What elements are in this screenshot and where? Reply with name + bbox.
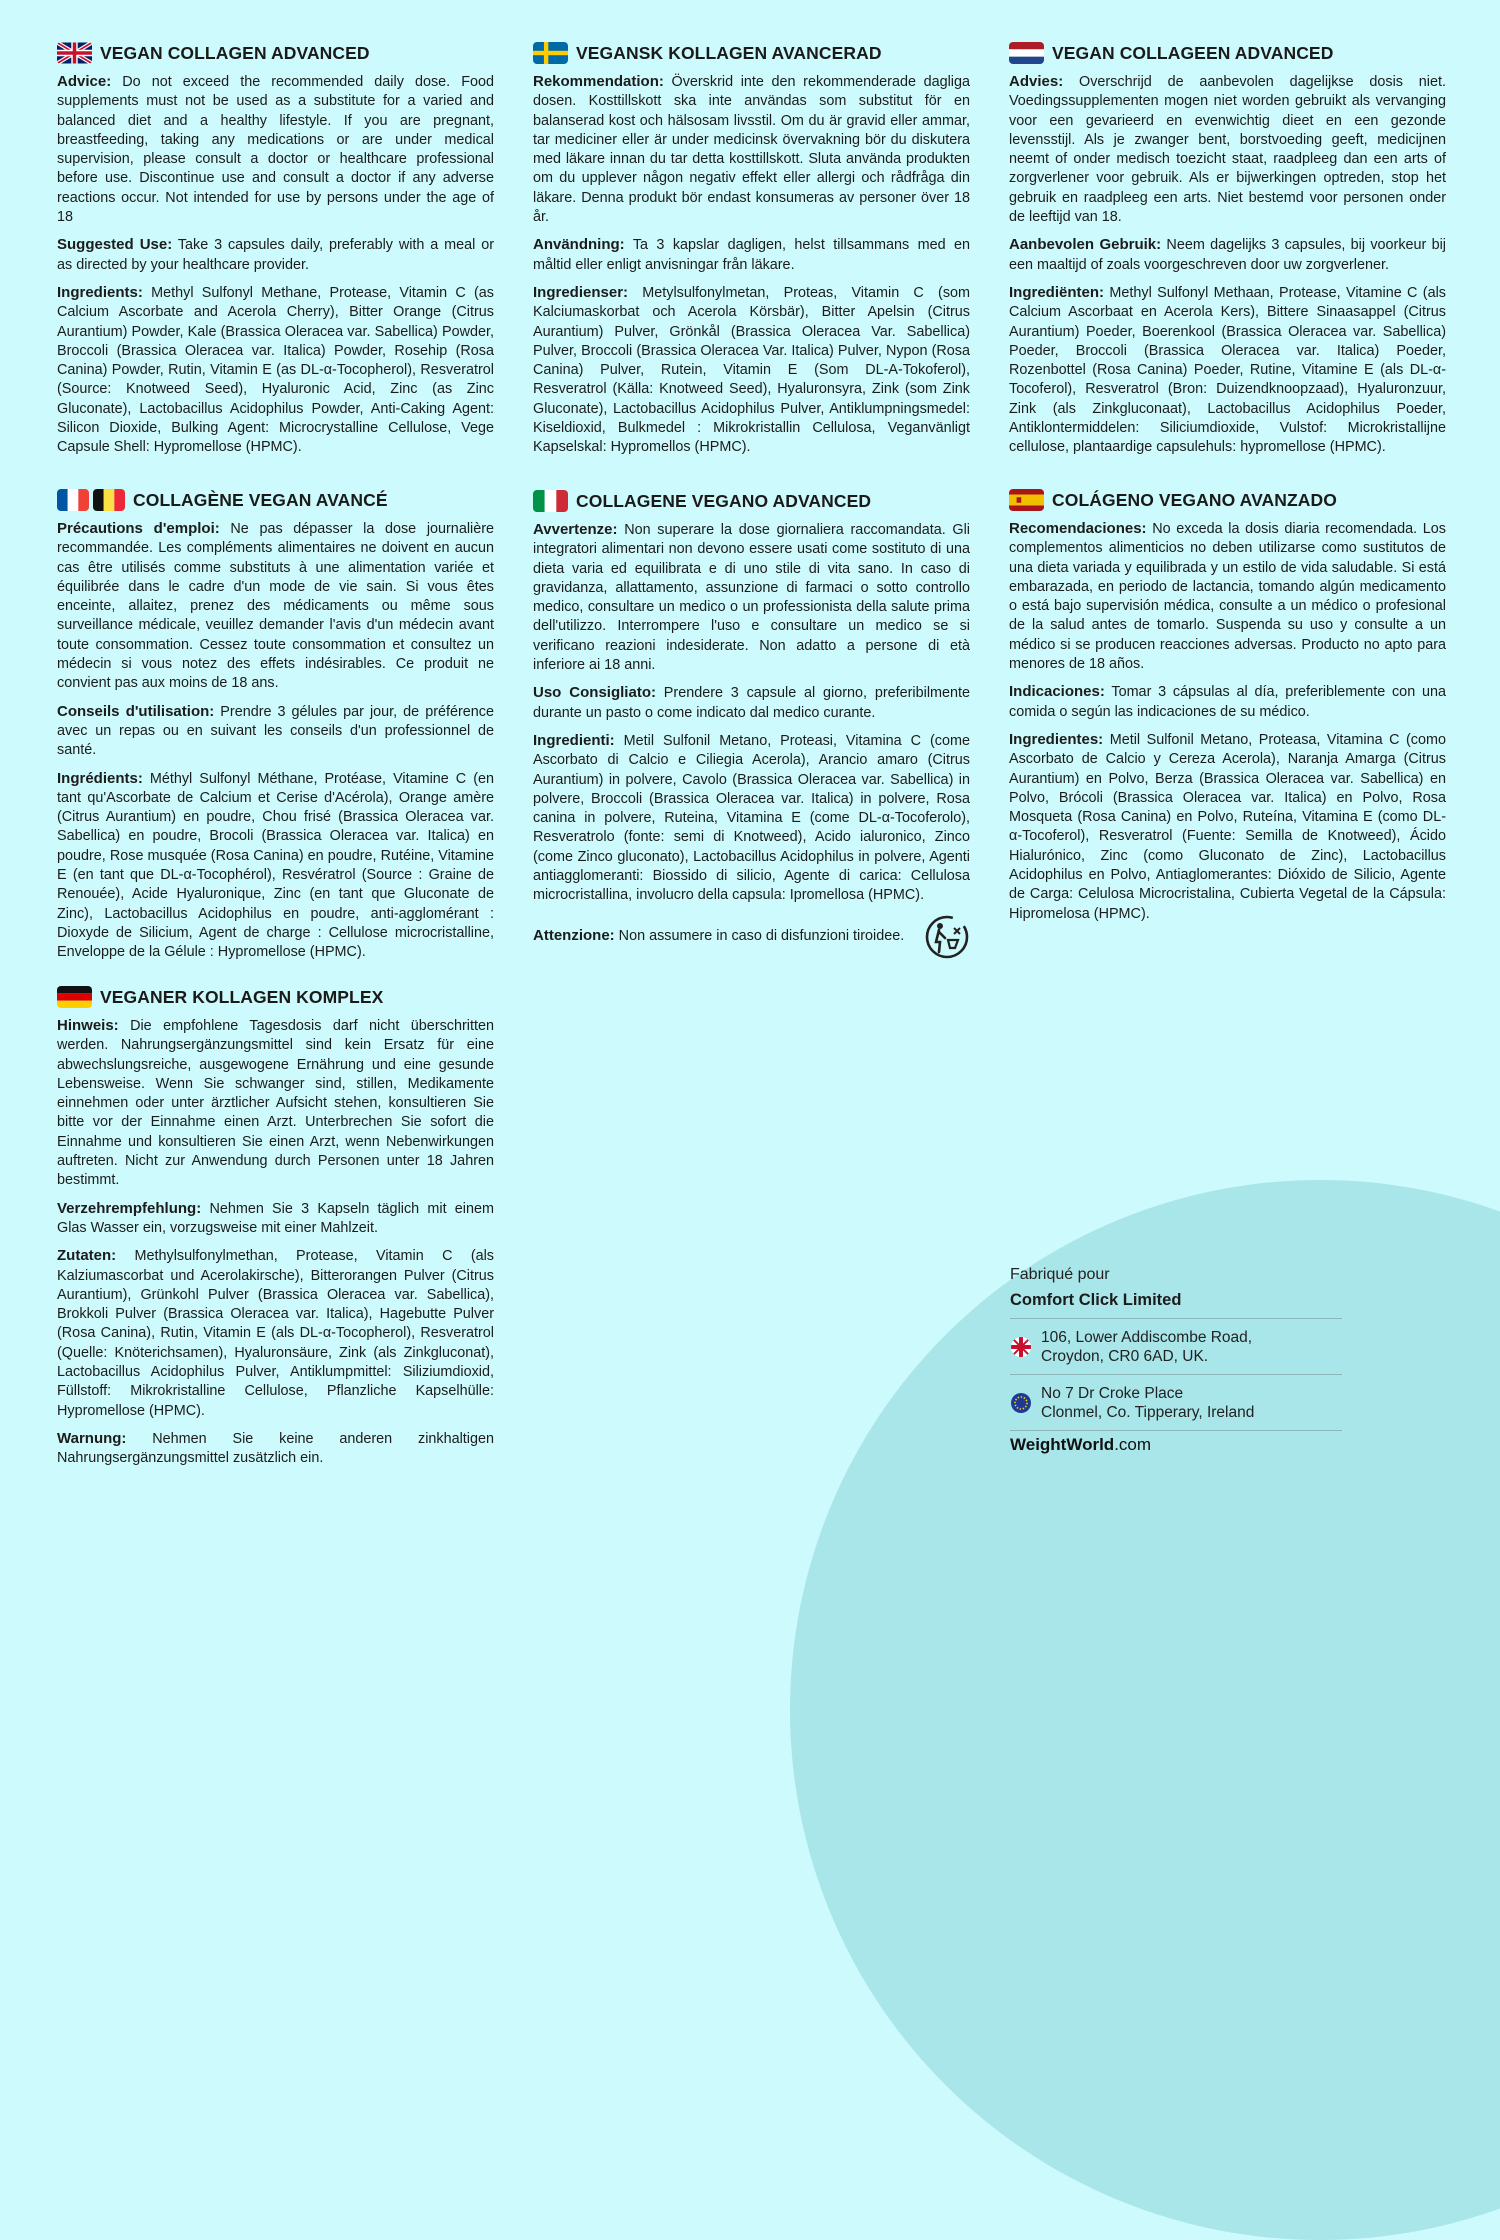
sweden-flag-icon: [533, 42, 568, 64]
germany-flag-icon: [57, 986, 92, 1008]
section-heading: [1009, 40, 1446, 66]
section-german: [57, 984, 494, 1477]
netherlands-flag-icon: [1009, 42, 1044, 64]
ingredients-paragraph: Zutaten: Methylsulfonylmethan, Protease, Vitamin C (als Kalziumascorbat und Acerolakirsche), Bitterorangen Pulver (Citrus Aurantium), Grünkohl Pulver (Brassica Oleracea var. Sabellica), Brokkoli Pulver (Brassica Oleracea var. Italica), Hagebutte Pulver (Rosa Canina), Rutin, Vitamin E (als DL-α-Tocopherol), Resveratrol (Quelle: Knöterichsamen), Hyaluronsäure, Zink (als Zinkgluconat), Lactobacillus Acidophilus Pulver, Antiklumpmittel: Siliziumdioxid, Füllstoff: Mikrokristalline Cellulose, Pflanzliche Kapselhülle: Hypromellose (HPMC).: [57, 1247, 495, 1419]
section-swedish: [533, 40, 970, 466]
manufacturer-info: [1010, 1266, 1342, 1455]
section-title: COLLAGENE VEGANO ADVANCED: [576, 490, 872, 511]
ireland-address-line-2: Clonmel, Co. Tipperary, Ireland: [1041, 1404, 1255, 1421]
ingredients-paragraph: Ingredienser: Metylsulfonylmetan, Proteas, Vitamin C (som Kalciumaskorbat och Acerola Körsbär), Bitter Apelsin (Citrus Aurantium) Pulver, Grönkål (Brassica Oleracea Var. Sabellica) Pulver, Broccoli (Brassica Oleracea Var. Italica) Pulver, Nypon (Rosa Canina) Pulver, Rutein, Vitamin E (Som DL-Α-Tokoferol), Resveratrol (Källa: Knotweed Seed), Hyaluronsyra, Zink (som Zink Gluconate), Lactobacillus Acidophilus Pulver, Antiklumpningsmedel: Kiseldioxid, Bulkmedel : Mikrokristallin Cellulosa, Veganvänligt Kapselskal: Hypromellos (HPMC).: [533, 283, 971, 456]
company-name: Comfort Click Limited: [1010, 1291, 1342, 1319]
france-flag-icon: [57, 489, 89, 511]
section-title: VEGAN COLLAGEEN ADVANCED: [1052, 42, 1334, 63]
section-heading: [533, 40, 970, 66]
section-spanish: [1009, 487, 1446, 932]
section-title: VEGANER KOLLAGEN KOMPLEX: [100, 986, 384, 1007]
uk-flag-icon: [57, 42, 92, 64]
attention-row: [533, 914, 970, 960]
uk-address-line-2: Croydon, CR0 6AD, UK.: [1041, 1348, 1209, 1365]
uk-address-line-1: 106, Lower Addiscombe Road,: [1041, 1329, 1253, 1346]
advice-paragraph: Rekommendation: Överskrid inte den rekommenderade dagliga dosen. Kosttillskott ska inte användas som substitut för en balanserad kost och hälsosam livsstil. Om du är gravid eller ammar, tar mediciner eller är under medicinsk övervakning bör du diskutera med läkare innan du tar detta kosttillskott. Sluta använda produkten om du upplever någon negativ effekt eller allergi och rådfråga din läkare. Denna produkt bör endast konsumeras av personer över 18 år.: [533, 73, 970, 226]
section-english: [57, 40, 494, 466]
manufactured-for-label: Fabriqué pour: [1010, 1266, 1110, 1283]
suggested-use-paragraph: Aanbevolen Gebruik: Neem dagelijks 3 capsules, bij voorkeur bij een maaltijd of zoals voorgeschreven door uw zorgverlener.: [1009, 236, 1446, 273]
suggested-use-paragraph: Användning: Ta 3 kapslar dagligen, helst tillsammans med en måltid eller enligt anvisningar från läkare.: [533, 236, 970, 273]
section-heading: [1009, 487, 1446, 513]
brand-website: WeightWorld.com: [1010, 1435, 1152, 1454]
suggested-use-paragraph: Conseils d'utilisation: Prendre 3 gélules par jour, de préférence avec un repas ou en suivant les conseils d'un professionnel de santé.: [57, 702, 494, 759]
attention-paragraph: Attenzione: Non assumere in caso di disfunzioni tiroidee.: [533, 927, 905, 945]
ingredients-paragraph: Ingredientes: Metil Sulfonil Metano, Proteasa, Vitamina C (como Ascorbato de Calcio y Cereza Acerola), Naranja Amarga (Citrus Aurantium) en Polvo, Berza (Brassica Oleracea var. Sabellica) en Polvo, Brócoli (Brassica Oleracea var. Italica) en Polvo, Rosa Mosqueta (Rosa Canina) en Polvo, Ruteína, Vitamina E (como DL-α-Tocoferol), Resveratrol (Fuente: Semilla de Knotweed), Ácido Hialurónico, Zinc (como Gluconato de Zinc), Lactobacillus Acidophilus en Polvo, Antiaglomerantes: Dióxido de Silicio, Agente de Carga: Celulosa Microcristalina, Cubierta Vegetal de la Cápsula: Hipromelosa (HPMC).: [1009, 730, 1446, 922]
advice-paragraph: Hinweis: Die empfohlene Tagesdosis darf nicht überschritten werden. Nahrungsergänzungsmittel sind kein Ersatz für eine abwechslungsreiche, ausgewogene Ernährung und eine gesunde Lebensweise. Wenn Sie schwanger sind, stillen, Medikamente einnehmen oder unter ärztlicher Aufsicht stehen, konsultieren Sie bitte vor der Einnahme einen Arzt. Unterbrechen Sie sofort die Einnahme und konsultieren Sie einen Arzt, wenn Nebenwirkungen auftreten. Nicht zur Anwendung durch Personen unter 18 Jahren bestimmt.: [57, 1017, 494, 1189]
ingredients-paragraph: Ingredients: Methyl Sulfonyl Methane, Protease, Vitamin C (as Calcium Ascorbate and Acerola Cherry), Bitter Orange (Citrus Aurantium) Powder, Kale (Brassica Oleracea var. Sabellica) Powder, Broccoli (Brassica Oleracea var. Italica) Powder, Rosehip (Rosa Canina) Powder, Rutin, Vitamin E (as DL-α-Tocopherol), Resveratrol (Source: Knotweed Seed), Hyaluronic Acid, Zinc (as Zinc Gluconate), Lactobacillus Acidophilus Powder, Anti-Caking Agent: Silicon Dioxide, Bulking Agent: Microcrystalline Cellulose, Vege Capsule Shell: Hypromellose (HPMC).: [57, 283, 495, 456]
section-title: VEGAN COLLAGEN ADVANCED: [100, 42, 370, 63]
suggested-use-paragraph: Suggested Use: Take 3 capsules daily, preferably with a meal or as directed by your healthcare provider.: [57, 236, 494, 273]
suggested-use-paragraph: Uso Consigliato: Prendere 3 capsule al giorno, preferibilmente durante un pasto o come indicato dal medico curante.: [533, 684, 971, 721]
suggested-use-paragraph: Indicaciones: Tomar 3 cápsulas al día, preferiblemente con una comida o según las indicaciones de su médico.: [1009, 683, 1446, 720]
spain-flag-icon: [1009, 489, 1044, 511]
recycle-icon: [924, 914, 970, 960]
section-french: [57, 487, 494, 971]
section-title: VEGANSK KOLLAGEN AVANCERAD: [576, 42, 882, 63]
eu-flag-round-icon: [1010, 1392, 1032, 1414]
section-heading: [533, 488, 970, 514]
ingredients-paragraph: Ingrediënten: Methyl Sulfonyl Methaan, Protease, Vitamine C (als Calcium Ascorbaat en Acerola Kers), Bittere Sinaasappel (Citrus Aurantium) Poeder, Boerenkool (Brassica Oleracea var. Sabellica) Poeder, Broccoli (Brassica Oleracea var. Italica) Poeder, Rozenbottel (Rosa Canina) Poeder, Rutine, Vitamine E (als DL-α-Tocoferol), Resveratrol (Bron: Duizendknoopzaad), Hyaluronzuur, Zink (als Zinkgluconaat), Lactobacillus Acidophilus Poeder, Antiklontermiddelen: Siliciumdioxide, Vulstof: Microkristallijne cellulose, plantaardige capsulehuls: hypromellose (HPMC).: [1009, 283, 1446, 456]
advice-paragraph: Advice: Do not exceed the recommended daily dose. Food supplements must not be used as a substitute for a varied and balanced diet and a healthy lifestyle. If you are pregnant, breastfeeding, taking any medications or are under medical supervision, please consult a doctor or healthcare professional before use. Discontinue use and consult a doctor if any adverse reactions occur. Not intended for use by persons under the age of 18: [57, 73, 495, 226]
italy-flag-icon: [533, 490, 568, 512]
ireland-address: [1010, 1375, 1342, 1431]
section-title: COLLAGÈNE VEGAN AVANCÉ: [133, 489, 388, 510]
warning-paragraph: Warnung: Nehmen Sie keine anderen zinkhaltigen Nahrungsergänzungsmittel zusätzlich ein.: [57, 1429, 495, 1467]
advice-paragraph: Advies: Overschrijd de aanbevolen dagelijkse dosis niet. Voedingssupplementen mogen niet worden gebruikt als vervanging voor een gevarieerd en evenwichtig dieet en een gezonde levensstijl. Als je zwanger bent, borstvoeding geeft, medicijnen neemt of onder medisch toezicht staat, raadpleeg dan een arts of zorgverlener voor gebruik. Als er bijwerkingen optreden, stop het gebruik en raadpleeg een arts. Niet bestemd voor personen onder de leeftijd van 18.: [1009, 73, 1447, 226]
section-dutch: [1009, 40, 1446, 466]
suggested-use-paragraph: Verzehrempfehlung: Nehmen Sie 3 Kapseln täglich mit einem Glas Wasser ein, vorzugsweise mit einer Mahlzeit.: [57, 1199, 494, 1236]
ireland-address-line-1: No 7 Dr Croke Place: [1041, 1385, 1184, 1402]
belgium-flag-icon: [93, 489, 125, 511]
section-heading: [57, 984, 494, 1010]
section-italian: [533, 488, 970, 960]
section-title: COLÁGENO VEGANO AVANZADO: [1052, 489, 1337, 510]
uk-flag-round-icon: [1010, 1336, 1032, 1358]
section-heading: [57, 40, 494, 66]
section-heading: [57, 487, 494, 513]
advice-paragraph: Avvertenze: Non superare la dose giornaliera raccomandata. Gli integratori alimentari non devono essere usati come sostituto di una dieta varia ed equilibrata e di uno stile di vita sano. In caso di gravidanza, allattamento, assunzione di farmaci o sotto controllo medico, consultare un medico o un professionista della salute prima dell'utilizzo. Interrompere l'uso e consultare un medico se si verificano reazioni indesiderate. Non adatto a persone di età inferiore ai 18 anni.: [533, 521, 971, 674]
uk-address: [1010, 1319, 1342, 1375]
ingredients-paragraph: Ingrédients: Méthyl Sulfonyl Méthane, Protéase, Vitamine C (en tant qu'Ascorbate de Calcium et Cerise d'Acérola), Orange amère (Citrus Aurantium) en poudre, Chou frisé (Brassica Oleracea var. Sabellica) en poudre, Brocoli (Brassica Oleracea var. Italica) en poudre, Rose musquée (Rosa Canina) en poudre, Rutéine, Vitamine E (en tant que DL-α-Tocophérol), Resvératrol (Source : Graine de Renouée), Acide Hyaluronique, Zinc (en tant que Gluconate de Zinc), Lactobacillus Acidophilus en poudre, anti-agglomérant : Dioxyde de Silicium, Agent de charge : Cellulose microcristalline, Enveloppe de la Gélule : Hypromellose (HPMC).: [57, 769, 494, 961]
advice-paragraph: Recomendaciones: No exceda la dosis diaria recomendada. Los complementos alimenticios no deben utilizarse como sustitutos de una dieta variada y equilibrada y un estilo de vida saludable. Si está embarazada, en periodo de lactancia, tomando algún medicamento o está bajo supervisión médica, consulte a un médico o profesional de la salud antes de tomarlo. Suspenda su uso y consulte a un médico si se producen reacciones adversas. Producto no apto para menores de 18 años.: [1009, 520, 1447, 673]
advice-paragraph: Précautions d'emploi: Ne pas dépasser la dose journalière recommandée. Les compléments alimentaires ne doivent en aucun cas être utilisés comme substituts à une alimentation variée et équilibrée dans le cadre d'un mode de vie sain. Si vous êtes enceinte, allaitez, prenez des médicaments ou même sous surveillance médicale, veuillez demander l'avis d'un médecin avant toute consommation. Cessez toute consommation et consultez un médecin si vous notez des effets indésirables. Ce produit ne convient pas aux moins de 18 ans.: [57, 520, 495, 692]
ingredients-paragraph: Ingredienti: Metil Sulfonil Metano, Proteasi, Vitamina C (come Ascorbato di Calcio e Ciliegia Acerola), Arancio amaro (Citrus Aurantium) in polvere, Cavolo (Brassica Oleracea var. Sabellica) in polvere, Broccoli (Brassica Oleracea var. Italica) in polvere, Rosa canina in polvere, Ruteina, Vitamina E (come DL-α-Tocoferolo), Resveratrolo (fonte: semi di Knotweed), Acido ialuronico, Zinco (come Zinco gluconato), Lactobacillus Acidophilus in polvere, Agenti antiagglomeranti: Biossido di silicio, Agente di carica: Cellulosa microcristallina, involucro della capsula: Ipromellosa (HPMC).: [533, 731, 970, 904]
